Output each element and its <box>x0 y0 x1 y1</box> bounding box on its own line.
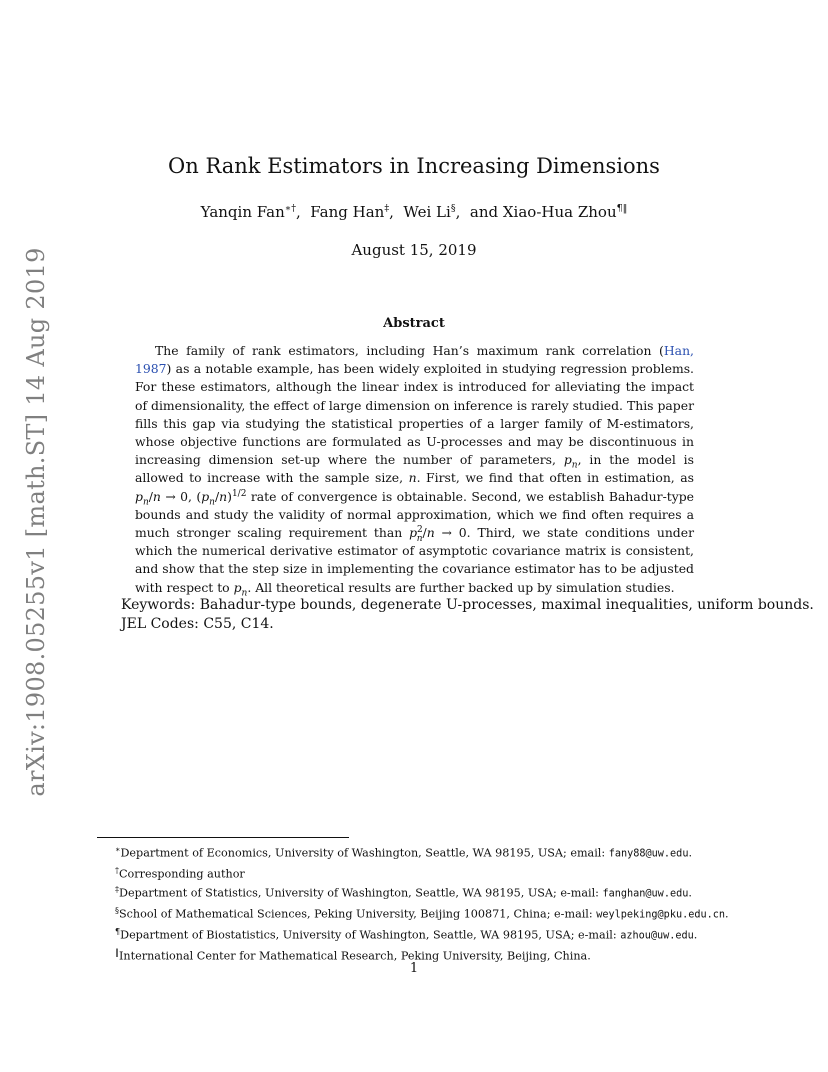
arxiv-identifier: arXiv:1908.05255v1 [math.ST] 14 Aug 2019 <box>22 247 50 797</box>
keywords: Keywords: Bahadur-type bounds, degenerate U-processes, maximal inequalities, uniform bounds. <box>121 597 814 613</box>
email-address: fany88@uw.edu <box>608 848 689 860</box>
citation-link[interactable]: Han, 1987 <box>135 343 694 377</box>
footnote-rule <box>97 837 349 838</box>
footnote <box>115 903 755 924</box>
footnote-mark: † <box>115 865 119 875</box>
author-name: Fang Han <box>310 203 385 221</box>
author-name: Yanqin Fan <box>200 203 285 221</box>
footnote-tail: . <box>693 928 698 942</box>
author-marks: § <box>450 203 456 214</box>
footnote-mark: ‖ <box>115 947 119 957</box>
footnotes <box>115 842 755 964</box>
email-address: azhou@uw.edu <box>620 930 694 942</box>
footnote-text: Department of Economics, University of Washington, Seattle, WA 98195, USA; email: <box>120 846 609 860</box>
abstract-text: . Third, we state conditions under which the numerical derivative estimator of asymptotic covariance matrix is consistent, and show that the step size in implementing the covariance estimator has to be adjusted with respect to <box>135 525 694 595</box>
email-address: fanghan@uw.edu <box>602 889 689 901</box>
footnote-mark: ‡ <box>115 885 119 895</box>
email-address: weylpeking@pku.edu.cn <box>596 909 726 921</box>
abstract-text: The family of rank estimators, including Han’s maximum rank correlation ( <box>155 343 664 358</box>
footnote-text: Corresponding author <box>119 867 245 881</box>
footnote-tail: . <box>688 887 692 901</box>
footnote <box>115 863 755 883</box>
jel-codes: JEL Codes: C55, C14. <box>121 616 274 632</box>
abstract-body: The family of rank estimators, including Han’s maximum rank correlation (Han, 1987) as a notable example, has been widely exploited in studying regression problems. For these estimators, although the linear index is introduced for alleviating the impact of dimensionality, the effect of large dimension on inference is rarely studied. This paper fills this gap via studying the statistical properties of a larger family of M-estimators, whose objective functions are formulated as U-processes and may be discontinuous in increasing dimension set-up where the number of parameters, $p_n$, in the model is allowed to increase with the sample size, n. First, we find that often in estimation, as $p_n/n \to 0$, $(p_n/n)^{1/2}$ rate of convergence is obtainable. Second, we establish Bahadur-type bounds and study the validity of normal approximation, which we find often requires a much stronger scaling requirement than $p^2_n/n \to 0$. Third, we state conditions under which the numerical derivative estimator of asymptotic covariance matrix is consistent, and show that the step size in implementing the covariance estimator has to be adjusted with respect to $p_n$. All theoretical results are further backed up by simulation studies. <box>135 343 695 599</box>
footnote-tail: . <box>688 846 693 860</box>
footnote <box>115 882 755 903</box>
abstract-heading: Abstract <box>383 316 445 331</box>
paper-title: On Rank Estimators in Increasing Dimensions <box>168 154 660 178</box>
footnote-mark: § <box>115 906 119 916</box>
footnote-text: Department of Statistics, University of Washington, Seattle, WA 98195, USA; e-mail: <box>119 887 603 901</box>
abstract-text: . All theoretical results are further backed up by simulation studies. <box>247 579 675 595</box>
footnote-mark: ¶ <box>115 926 121 936</box>
footnote <box>115 924 755 945</box>
footnote-text: School of Mathematical Sciences, Peking University, Beijing 100871, China; e-mail: <box>119 907 597 921</box>
footnote-mark: ∗ <box>115 845 121 854</box>
page-number: 1 <box>409 961 419 976</box>
abstract-text: rate of convergence is obtainable. Second, we establish Bahadur-type bounds and study the validity of normal approximation, which we find often requires a much stronger scaling requirement than <box>135 488 694 541</box>
author-name: and Xiao-Hua Zhou <box>469 203 617 221</box>
footnote-text: International Center for Mathematical Research, Peking University, Beijing, China. <box>119 949 591 963</box>
footnote-tail: . <box>725 907 729 921</box>
abstract-text: . First, we find that often in estimation, as <box>416 470 695 486</box>
arxiv-sidebar <box>16 247 56 797</box>
author-marks: ¶‖ <box>616 203 628 214</box>
author-name: Wei Li <box>403 203 451 221</box>
author-list: Yanqin Fan∗†, Fang Han‡, Wei Li§, and Xiao-Hua Zhou¶‖ <box>200 203 628 221</box>
abstract-text: , in the model is allowed to increase with the sample size, <box>135 452 694 486</box>
paper-date: August 15, 2019 <box>351 241 477 259</box>
footnote-text: Department of Biostatistics, University of Washington, Seattle, WA 98195, USA; e-mail: <box>120 928 621 942</box>
abstract-text: ) as a notable example, has been widely exploited in studying regression problems. For these estimators, although the linear index is introduced for alleviating the impact of dimensionality, the effect of large dimension on inference is rarely studied. This paper fills this gap via studying the statistical properties of a larger family of M-estimators, whose objective functions are formulated as U-processes and may be discontinuous in increasing dimension set-up where the number of parameters, <box>135 361 694 468</box>
author-marks: ‡ <box>384 203 390 214</box>
footnote <box>115 842 755 863</box>
author-marks: ∗† <box>284 203 296 214</box>
